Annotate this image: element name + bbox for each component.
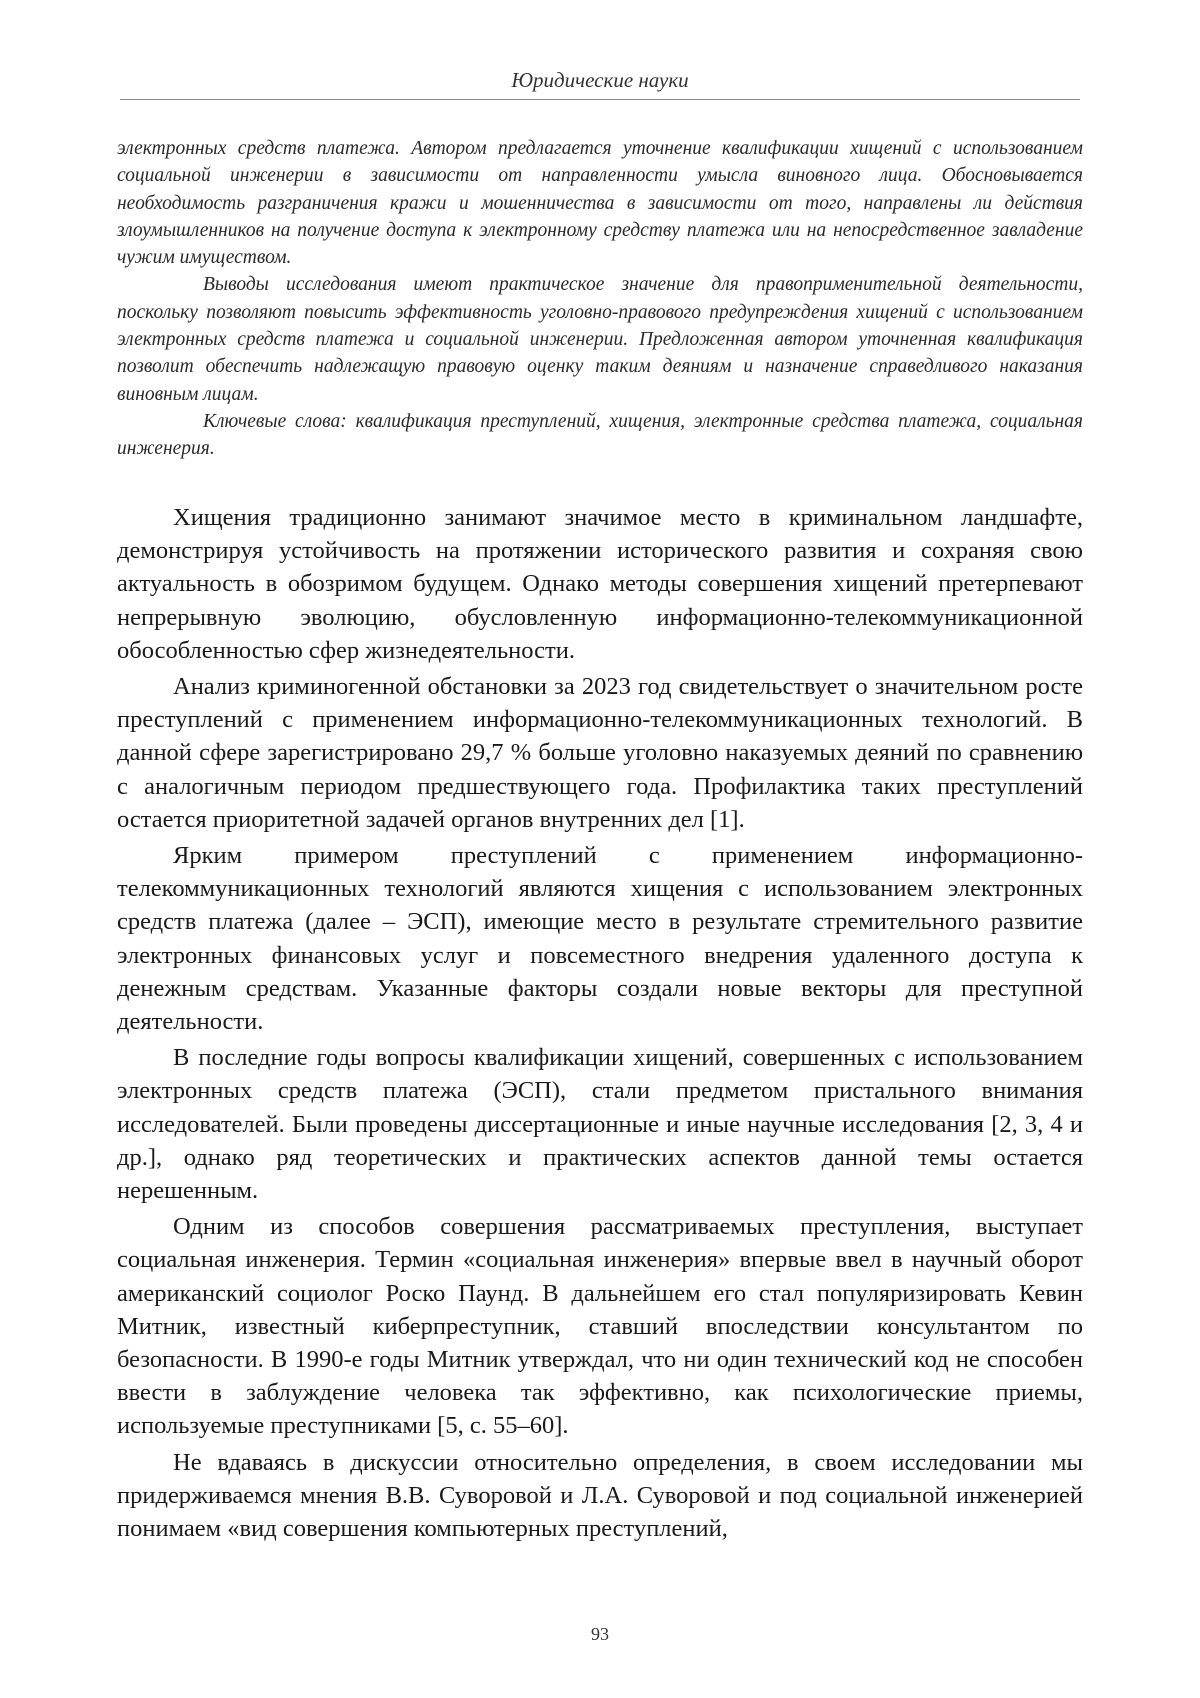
keywords: Ключевые слова: квалификация преступлений, хищения, электронные средства платежа, социальная инженерия.: [117, 410, 1083, 460]
body-paragraph: Ярким примером преступлений с применением информационно-телекоммуникационных технологий являются хищения с использованием электронных средств платежа (далее – ЭСП), имеющие место в результате стремительного развитие электронных финансовых услуг и повсеместного внедрения удаленного доступа к денежным средствам. Указанные факторы создали новые векторы для преступной деятельности.: [117, 842, 1083, 1036]
header-rule: [120, 99, 1080, 100]
body-paragraph: Не вдаваясь в дискуссии относительно определения, в своем исследовании мы придерживаемся мнения В.В. Суворовой и Л.А. Суворовой и под социальной инженерией понимаем «вид совершения компьютерных преступлений,: [117, 1448, 1083, 1543]
abstract-conclusions: Выводы исследования имеют практическое значение для правоприменительной деятельности, поскольку позволяют повысить эффективность уголовно-правового предупреждения хищений с использованием электронных средств платежа и социальной инженерии. Предложенная автором уточненная квалификация позволит обеспечить надлежащую правовую оценку таким деяниям и назначение справедливого наказания виновным лицам.: [117, 274, 1083, 405]
body-paragraph: В последние годы вопросы квалификации хищений, совершенных с использованием электронных средств платежа (ЭСП), стали предметом пристального внимания исследователей. Были проведены диссертационные и иные научные исследования [2, 3, 4 и др.], однако ряд теоретических и практических аспектов данной темы остается нерешенным.: [117, 1044, 1083, 1205]
abstract-paragraph: электронных средств платежа. Автором предлагается уточнение квалификации хищений с использованием социальной инженерии в зависимости от направленности умысла виновного лица. Обосновывается необходимость разграничения кражи и мошенничества в зависимости от того, направлены ли действия злоумышленников на получение доступа к электронному средству платежа или на непосредственное завладение чужим имуществом.: [117, 138, 1083, 269]
running-head: Юридические науки: [511, 68, 689, 92]
abstract: [117, 135, 1083, 463]
body-paragraph: Анализ криминогенной обстановки за 2023 год свидетельствует о значительном росте преступлений с применением информационно-телекоммуникационных технологий. В данной сфере зарегистрировано 29,7 % больше уголовно наказуемых деяний по сравнению с аналогичным периодом предшествующего года. Профилактика таких преступлений остается приоритетной задачей органов внутренних дел [1].: [117, 673, 1083, 833]
article-body: [117, 501, 1083, 1548]
body-paragraph: Одним из способов совершения рассматриваемых преступления, выступает социальная инженерия. Термин «социальная инженерия» впервые ввел в научный оборот американский социолог Роско Паунд. В дальнейшем его стал популяризировать Кевин Митник, известный киберпреступник, ставший впоследствии консультантом по безопасности. В 1990-е годы Митник утверждал, что ни один технический код не способен ввести в заблуждение человека так эффективно, как психологические приемы, используемые преступниками [5, с. 55–60].: [117, 1213, 1083, 1440]
page-number: 93: [591, 1624, 609, 1644]
body-paragraph: Хищения традиционно занимают значимое место в криминальном ландшафте, демонстрируя устойчивость на протяжении исторического развития и сохраняя свою актуальность в обозримом будущем. Однако методы совершения хищений претерпевают непрерывную эволюцию, обусловленную информационно-телекоммуникационной обособленностью сфер жизнедеятельности.: [117, 504, 1083, 664]
